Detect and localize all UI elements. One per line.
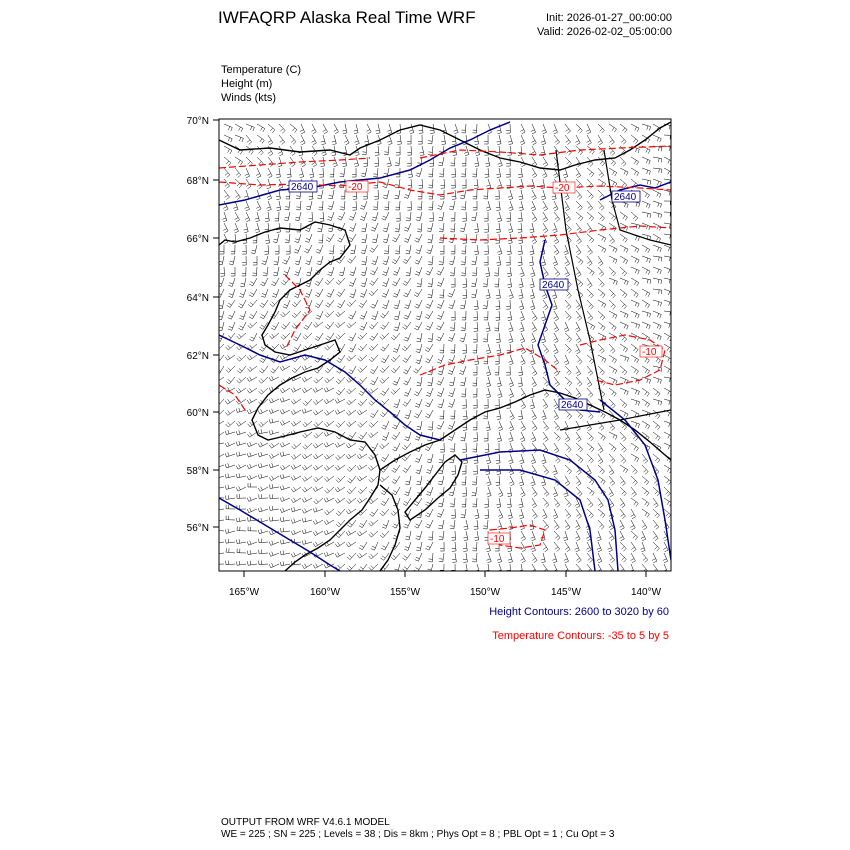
lat-label: 60°N (186, 408, 209, 419)
model-info-line1: OUTPUT FROM WRF V4.6.1 MODEL (221, 817, 390, 828)
lat-label: 70°N (186, 116, 209, 127)
height-label: 2640 (291, 182, 314, 193)
plot-area (219, 119, 671, 571)
lat-label: 64°N (186, 293, 209, 304)
model-info-line2: WE = 225 ; SN = 225 ; Levels = 38 ; Dis = 8km ; Phys Opt = 8 ; PBL Opt = 1 ; Cu Opt = 3 (221, 829, 615, 840)
lon-label: 165°W (228, 587, 260, 598)
lon-label: 145°W (550, 587, 582, 598)
init-time: Init: 2026-01-27_00:00:00 (546, 12, 672, 24)
height-label: 2640 (542, 280, 565, 291)
map-title: IWFAQRP Alaska Real Time WRF (218, 8, 476, 27)
temperature-contour-legend: Temperature Contours: -35 to 5 by 5 (492, 630, 669, 642)
lat-label: 62°N (186, 351, 209, 362)
temperature-label: -10 (642, 347, 657, 358)
longitude-axis (229, 571, 662, 598)
temperature-label: -20 (348, 182, 363, 193)
lat-label: 58°N (186, 466, 209, 477)
height-field-label: Height (m) (221, 78, 273, 90)
height-label: 2640 (561, 400, 584, 411)
valid-time: Valid: 2026-02-02_05:00:00 (537, 26, 672, 38)
lat-label: 66°N (186, 234, 209, 245)
temperature-label: -10 (490, 534, 505, 545)
lon-label: 160°W (309, 587, 341, 598)
lon-label: 155°W (389, 587, 421, 598)
latitude-axis (187, 116, 219, 534)
winds-field-label: Winds (kts) (221, 92, 276, 104)
lat-label: 68°N (186, 176, 209, 187)
lat-label: 56°N (186, 523, 209, 534)
height-contour-legend: Height Contours: 2600 to 3020 by 60 (489, 606, 669, 618)
lon-label: 150°W (469, 587, 501, 598)
temperature-field-label: Temperature (C) (221, 64, 302, 76)
lon-label: 140°W (630, 587, 662, 598)
height-label: 2640 (614, 192, 637, 203)
temperature-label: -20 (555, 183, 570, 194)
